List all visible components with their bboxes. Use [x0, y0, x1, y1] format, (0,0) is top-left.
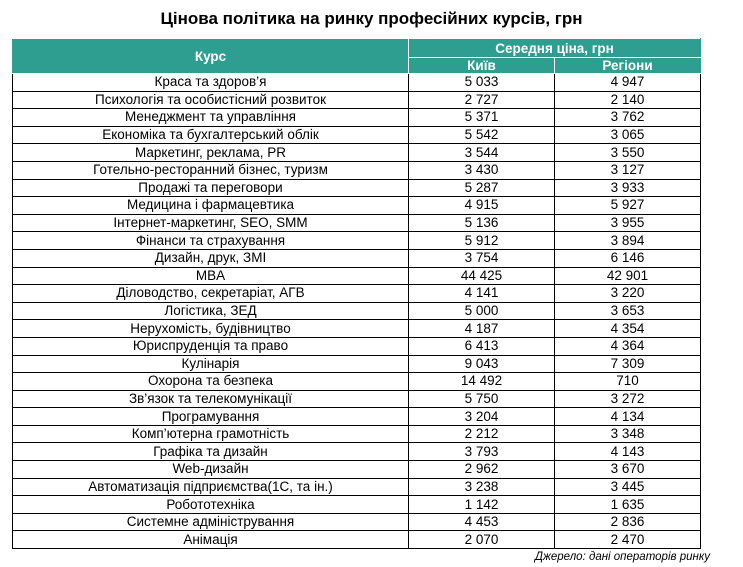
- kyiv-price-cell: 9 043: [409, 355, 555, 373]
- page-title: Цінова політика на ринку професійних курсів, грн: [160, 9, 583, 28]
- course-cell: Логістика, ЗЕД: [13, 302, 409, 320]
- source-note: Джерело: дані операторів ринку: [534, 551, 710, 563]
- table-row: [13, 373, 701, 391]
- table-row: [13, 531, 701, 549]
- table-row: [13, 425, 701, 443]
- kyiv-price-cell: 3 238: [409, 478, 555, 496]
- kyiv-price-cell: 3 754: [409, 249, 555, 267]
- kyiv-price-cell: 5 000: [409, 302, 555, 320]
- kyiv-price-cell: 5 750: [409, 390, 555, 408]
- kyiv-price-cell: 5 371: [409, 109, 555, 127]
- course-column-header: Курс: [13, 39, 409, 74]
- course-cell: Дизайн, друк, ЗМІ: [13, 249, 409, 267]
- regions-price-cell: 3 445: [555, 478, 701, 496]
- avg-price-group-header: Середня ціна, грн: [409, 39, 701, 58]
- regions-price-cell: 3 065: [555, 126, 701, 144]
- kyiv-price-cell: 3 430: [409, 161, 555, 179]
- course-cell: Маркетинг, реклама, PR: [13, 144, 409, 162]
- kyiv-price-cell: 4 915: [409, 197, 555, 215]
- regions-price-cell: 3 762: [555, 109, 701, 127]
- kyiv-price-cell: 3 793: [409, 443, 555, 461]
- table-header: [13, 39, 701, 74]
- regions-price-cell: 3 127: [555, 161, 701, 179]
- course-cell: Продажі та переговори: [13, 179, 409, 197]
- course-cell: MBA: [13, 267, 409, 285]
- kyiv-price-cell: 4 141: [409, 285, 555, 303]
- kyiv-price-cell: 5 033: [409, 74, 555, 92]
- table-row: [13, 267, 701, 285]
- course-cell: Кулінарія: [13, 355, 409, 373]
- course-cell: Програмування: [13, 408, 409, 426]
- regions-price-cell: 3 955: [555, 214, 701, 232]
- regions-price-cell: 3 894: [555, 232, 701, 250]
- kyiv-price-cell: 5 287: [409, 179, 555, 197]
- regions-price-cell: 710: [555, 373, 701, 391]
- table-row: [13, 144, 701, 162]
- course-cell: Інтернет-маркетинг, SEO, SMM: [13, 214, 409, 232]
- kyiv-column-header: Київ: [409, 58, 555, 74]
- regions-price-cell: 7 309: [555, 355, 701, 373]
- course-cell: Краса та здоров’я: [13, 74, 409, 92]
- course-cell: Системне адміністрування: [13, 513, 409, 531]
- regions-price-cell: 4 364: [555, 337, 701, 355]
- course-cell: Охорона та безпека: [13, 373, 409, 391]
- kyiv-price-cell: 2 070: [409, 531, 555, 549]
- regions-price-cell: 3 272: [555, 390, 701, 408]
- table-row: [13, 302, 701, 320]
- table-body: [13, 74, 701, 549]
- table-row: [13, 179, 701, 197]
- course-cell: Web-дизайн: [13, 461, 409, 479]
- regions-price-cell: 3 348: [555, 425, 701, 443]
- course-cell: Психологія та особистісний розвиток: [13, 91, 409, 109]
- course-cell: Зв’язок та телекомунікації: [13, 390, 409, 408]
- kyiv-price-cell: 5 542: [409, 126, 555, 144]
- regions-price-cell: 5 927: [555, 197, 701, 215]
- regions-price-cell: 4 354: [555, 320, 701, 338]
- table-row: [13, 320, 701, 338]
- regions-price-cell: 42 901: [555, 267, 701, 285]
- course-cell: Комп’ютерна грамотність: [13, 425, 409, 443]
- course-cell: Автоматизація підприємства(1С, та ін.): [13, 478, 409, 496]
- regions-price-cell: 3 933: [555, 179, 701, 197]
- course-cell: Нерухомість, будівництво: [13, 320, 409, 338]
- course-cell: Економіка та бухгалтерський облік: [13, 126, 409, 144]
- kyiv-price-cell: 44 425: [409, 267, 555, 285]
- table-row: [13, 91, 701, 109]
- table-row: [13, 461, 701, 479]
- kyiv-price-cell: 5 912: [409, 232, 555, 250]
- regions-price-cell: 4 143: [555, 443, 701, 461]
- kyiv-price-cell: 3 544: [409, 144, 555, 162]
- regions-price-cell: 3 670: [555, 461, 701, 479]
- table-row: [13, 408, 701, 426]
- kyiv-price-cell: 4 453: [409, 513, 555, 531]
- kyiv-price-cell: 2 962: [409, 461, 555, 479]
- table-row: [13, 478, 701, 496]
- table-row: [13, 390, 701, 408]
- regions-column-header: Регіони: [555, 58, 701, 74]
- kyiv-price-cell: 6 413: [409, 337, 555, 355]
- table-row: [13, 161, 701, 179]
- kyiv-price-cell: 1 142: [409, 496, 555, 514]
- kyiv-price-cell: 3 204: [409, 408, 555, 426]
- table-row: [13, 355, 701, 373]
- regions-price-cell: 6 146: [555, 249, 701, 267]
- table-row: [13, 513, 701, 531]
- regions-price-cell: 2 836: [555, 513, 701, 531]
- course-cell: Фінанси та страхування: [13, 232, 409, 250]
- course-cell: Анімація: [13, 531, 409, 549]
- regions-price-cell: 1 635: [555, 496, 701, 514]
- course-cell: Менеджмент та управління: [13, 109, 409, 127]
- course-cell: Медицина і фармацевтика: [13, 197, 409, 215]
- course-cell: Юриспруденція та право: [13, 337, 409, 355]
- course-cell: Робототехніка: [13, 496, 409, 514]
- regions-price-cell: 3 550: [555, 144, 701, 162]
- table-row: [13, 126, 701, 144]
- table-row: [13, 249, 701, 267]
- kyiv-price-cell: 2 212: [409, 425, 555, 443]
- kyiv-price-cell: 4 187: [409, 320, 555, 338]
- table-row: [13, 496, 701, 514]
- course-cell: Готельно-ресторанний бізнес, туризм: [13, 161, 409, 179]
- kyiv-price-cell: 2 727: [409, 91, 555, 109]
- table-row: [13, 337, 701, 355]
- regions-price-cell: 4 134: [555, 408, 701, 426]
- course-cell: Графіка та дизайн: [13, 443, 409, 461]
- table-row: [13, 443, 701, 461]
- regions-price-cell: 2 470: [555, 531, 701, 549]
- regions-price-cell: 2 140: [555, 91, 701, 109]
- table-row: [13, 74, 701, 92]
- course-cell: Діловодство, секретаріат, АГВ: [13, 285, 409, 303]
- table-row: [13, 214, 701, 232]
- regions-price-cell: 4 947: [555, 74, 701, 92]
- kyiv-price-cell: 14 492: [409, 373, 555, 391]
- table-row: [13, 285, 701, 303]
- regions-price-cell: 3 220: [555, 285, 701, 303]
- table-row: [13, 232, 701, 250]
- regions-price-cell: 3 653: [555, 302, 701, 320]
- table-row: [13, 109, 701, 127]
- price-table: [12, 38, 701, 549]
- table-row: [13, 197, 701, 215]
- kyiv-price-cell: 5 136: [409, 214, 555, 232]
